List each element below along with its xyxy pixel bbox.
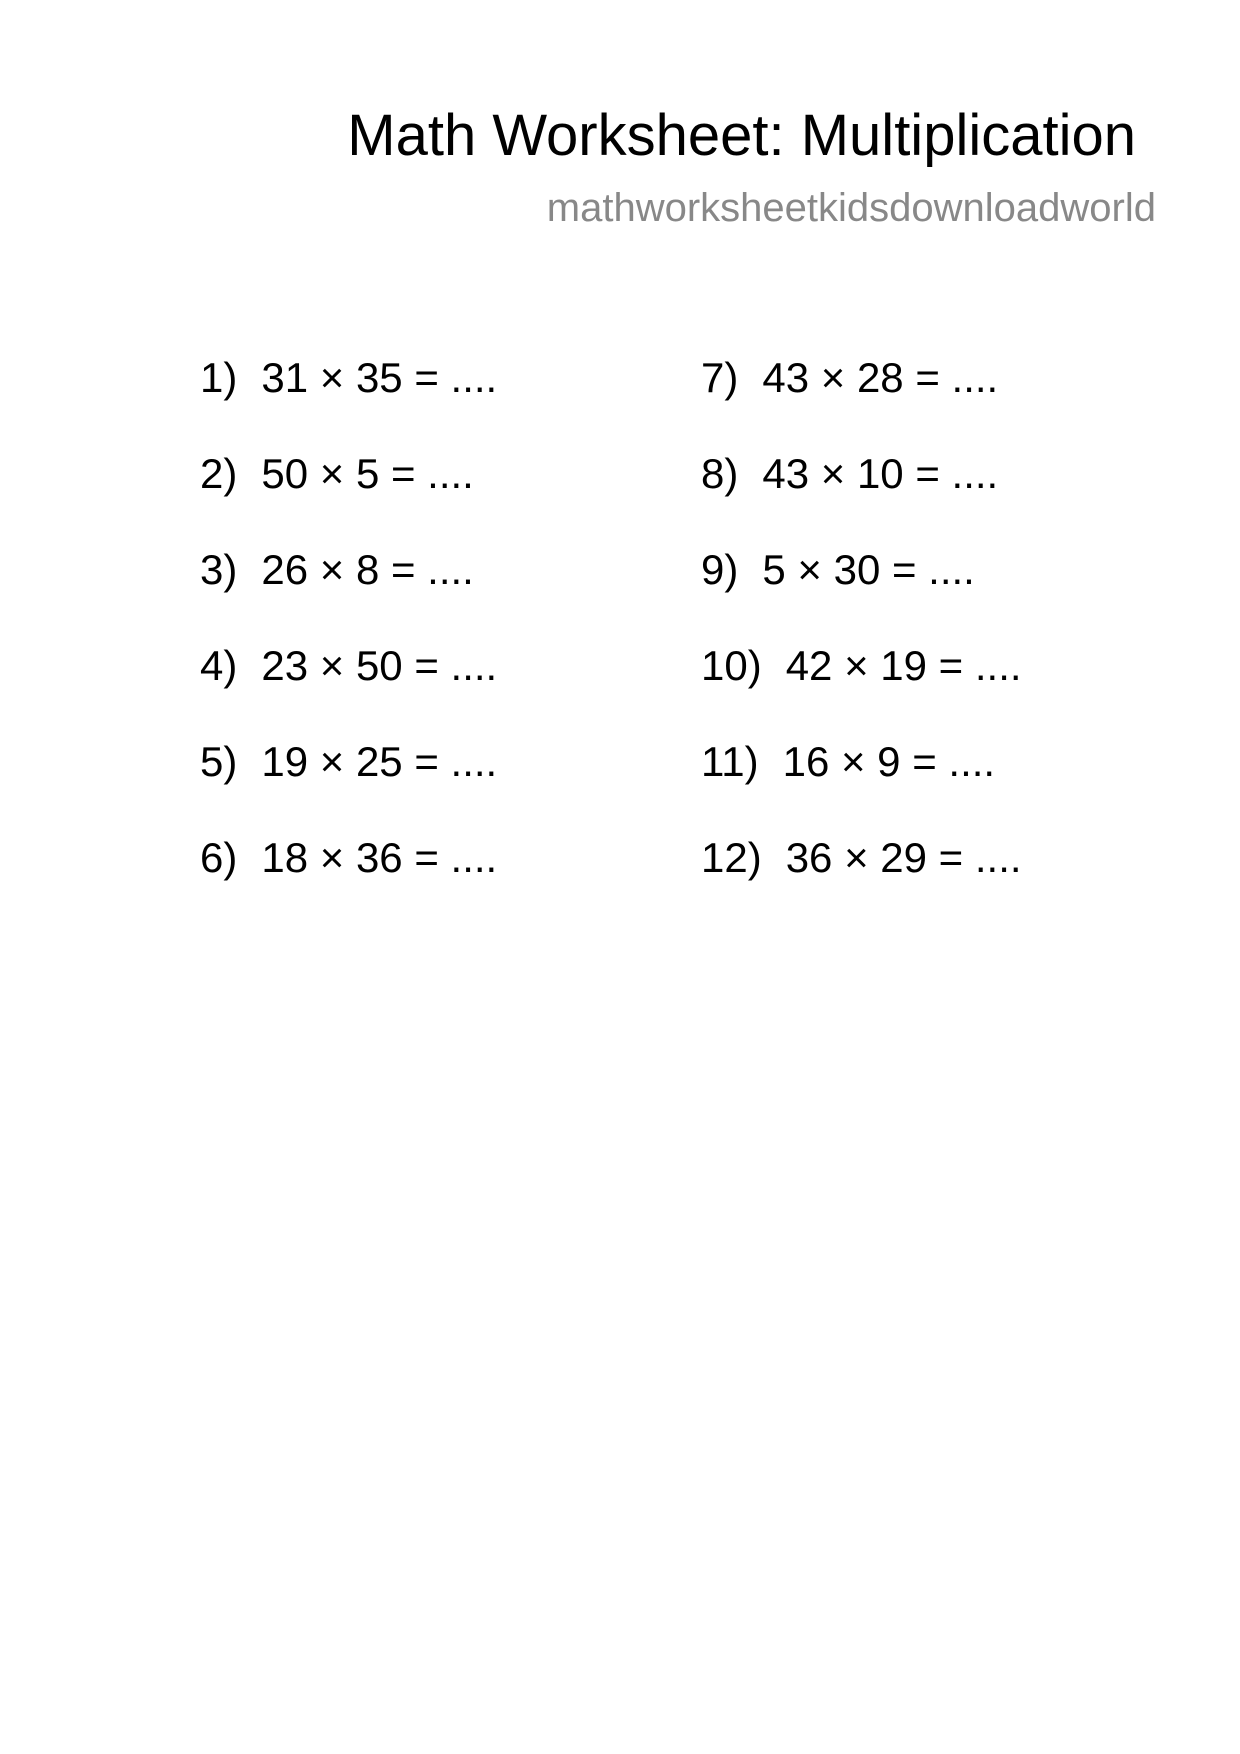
problem-number: 1) <box>200 354 238 401</box>
problem-number: 3) <box>200 546 238 593</box>
worksheet-title: Math Worksheet: Multiplication <box>347 103 1136 168</box>
problem-number: 11) <box>701 738 759 785</box>
problem-item <box>701 636 1022 732</box>
problem-item <box>701 540 1022 636</box>
problem-number: 10) <box>701 642 762 689</box>
problem-column-left <box>200 348 497 924</box>
problem-number: 2) <box>200 450 238 497</box>
problem-expression: 31 × 35 = .... <box>261 354 498 401</box>
problem-expression: 36 × 29 = .... <box>785 834 1022 881</box>
problem-expression: 42 × 19 = .... <box>785 642 1022 689</box>
problem-number: 9) <box>701 546 739 593</box>
problem-item <box>701 732 1022 828</box>
problem-number: 5) <box>200 738 238 785</box>
problem-number: 12) <box>701 834 762 881</box>
problem-expression: 19 × 25 = .... <box>261 738 498 785</box>
worksheet-source: mathworksheetkidsdownloadworld <box>546 186 1156 230</box>
problem-item <box>701 444 1022 540</box>
problem-item <box>701 348 1022 444</box>
problem-item <box>200 348 497 444</box>
problem-number: 7) <box>701 354 739 401</box>
problem-expression: 18 × 36 = .... <box>261 834 498 881</box>
problem-expression: 43 × 10 = .... <box>762 450 999 497</box>
problem-number: 6) <box>200 834 238 881</box>
problem-item <box>200 444 497 540</box>
problem-item <box>200 540 497 636</box>
problem-number: 4) <box>200 642 238 689</box>
problem-expression: 50 × 5 = .... <box>261 450 474 497</box>
problem-number: 8) <box>701 450 739 497</box>
problem-item <box>200 828 497 924</box>
problem-expression: 43 × 28 = .... <box>762 354 999 401</box>
problem-item <box>701 828 1022 924</box>
problem-item <box>200 636 497 732</box>
problem-expression: 23 × 50 = .... <box>261 642 498 689</box>
problem-expression: 5 × 30 = .... <box>762 546 975 593</box>
problem-item <box>200 732 497 828</box>
problem-expression: 26 × 8 = .... <box>261 546 474 593</box>
problem-expression: 16 × 9 = .... <box>782 738 996 785</box>
problem-column-right <box>701 348 1022 924</box>
